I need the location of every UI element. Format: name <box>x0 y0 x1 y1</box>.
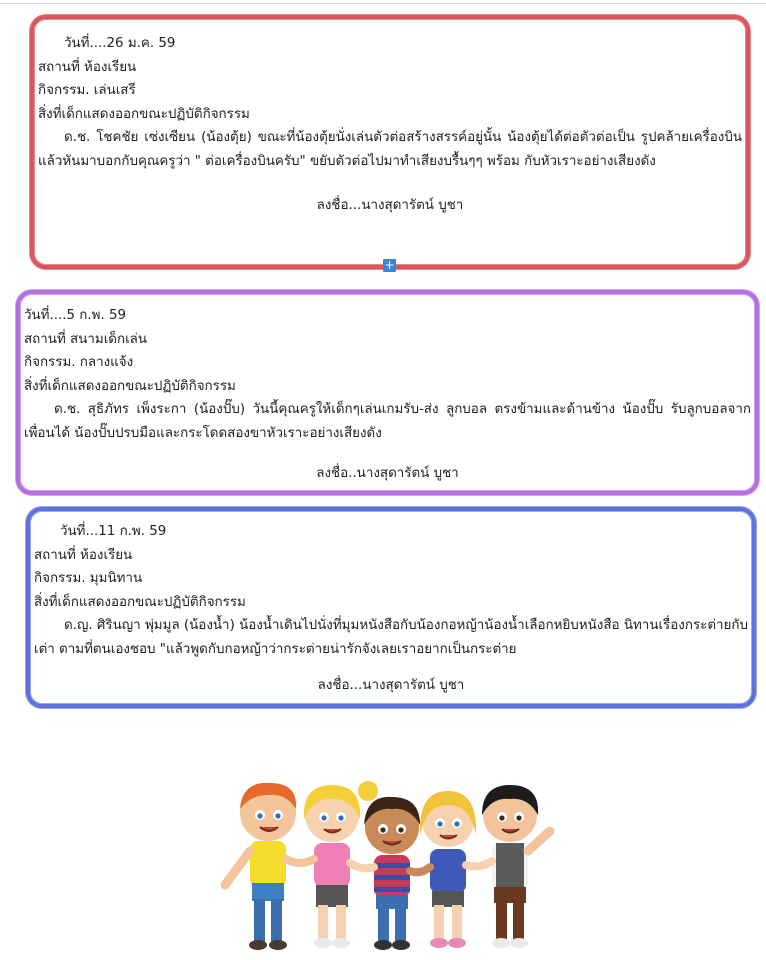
note-date: วันที่....5 ก.พ. 59 <box>24 308 127 323</box>
note-signature: ลงชื่อ..นางสุดารัตน์ บูชา <box>316 465 459 481</box>
note-signature: ลงชื่อ...นางสุดารัตน์ บูชา <box>316 197 464 213</box>
note-activity: กิจกรรม. กลางแจ้ง <box>24 355 134 371</box>
note-heading: สิ่งที่เด็กแสดงออกขณะปฏิบัติกิจกรรม <box>34 594 246 610</box>
note-activity: กิจกรรม. เล่นเสรี <box>38 83 136 99</box>
note-heading: สิ่งที่เด็กแสดงออกขณะปฏิบัติกิจกรรม <box>38 106 250 122</box>
note-body: ด.ช. โชคชัย เซ่งเซียน (น้องตุ้ย) ขณะที่น้องตุ้ยนั่งเล่นตัวต่อสร้างสรรค์อยู่นั้น น้องตุ้ยได้ต่อตัวต่อเป็น รูปคล้ายเครื่องบิน แล้วหันมาบอกกับคุณครูว่า " ต่อเครื่องบินครับ" ขยับตัวต่อไปมาทำเสียงบรื้นๆๆ พร้อม กับหัวเราะอย่างเสียงดัง <box>38 130 742 169</box>
plus-icon[interactable]: + <box>384 258 395 272</box>
note-heading: สิ่งที่เด็กแสดงออกขณะปฏิบัติกิจกรรม <box>24 378 236 394</box>
note-body: ด.ช. สุธิภัทร เพ็งระกา (น้องปั๊บ) วันนี้คุณครูให้เด็กๆเล่นเกมรับ-ส่ง ลูกบอล ตรงข้ามและด้านข้าง น้องปั๊บ รับลูกบอลจากเพื่อนได้ น้องปั๊บปรบมือและกระโดดสองขาหัวเราะอย่างเสียงดัง <box>24 402 751 441</box>
kid-1-figure <box>225 783 296 950</box>
note-activity: กิจกรรม. มุมนิทาน <box>34 571 143 587</box>
note-signature: ลงชื่อ...นางสุดารัตน์ บูชา <box>317 677 465 693</box>
note-date: วันที่...11 ก.พ. 59 <box>60 524 167 539</box>
note-place: สถานที่ สนามเด็กเล่น <box>24 331 148 347</box>
note-body: ด.ญ. ศิรินญา พุ่มมูล (น้องน้ำ) น้องน้ำเดินไปนั่งที่มุมหนังสือกับน้องกอหญ้าน้องน้ำเลือกหยิบหนังสือ นิทานเรื่องกระต่ายกับเต่า ตามที่ตนเองชอบ "แล้วพูดกับกอหญ้าว่ากระต่ายน่ารักจังเลยเราอยากเป็นกระต่าย <box>34 618 748 657</box>
kid-5-figure <box>482 785 550 948</box>
top-divider <box>0 3 766 4</box>
note-place: สถานที่ ห้องเรียน <box>38 59 137 75</box>
observation-note-3 <box>26 507 756 708</box>
observation-note-1 <box>30 15 750 269</box>
note-place: สถานที่ ห้องเรียน <box>34 547 133 563</box>
kids-group-illustration <box>220 775 560 960</box>
observation-note-2 <box>16 290 759 495</box>
note-date: วันที่....26 ม.ค. 59 <box>64 36 176 51</box>
